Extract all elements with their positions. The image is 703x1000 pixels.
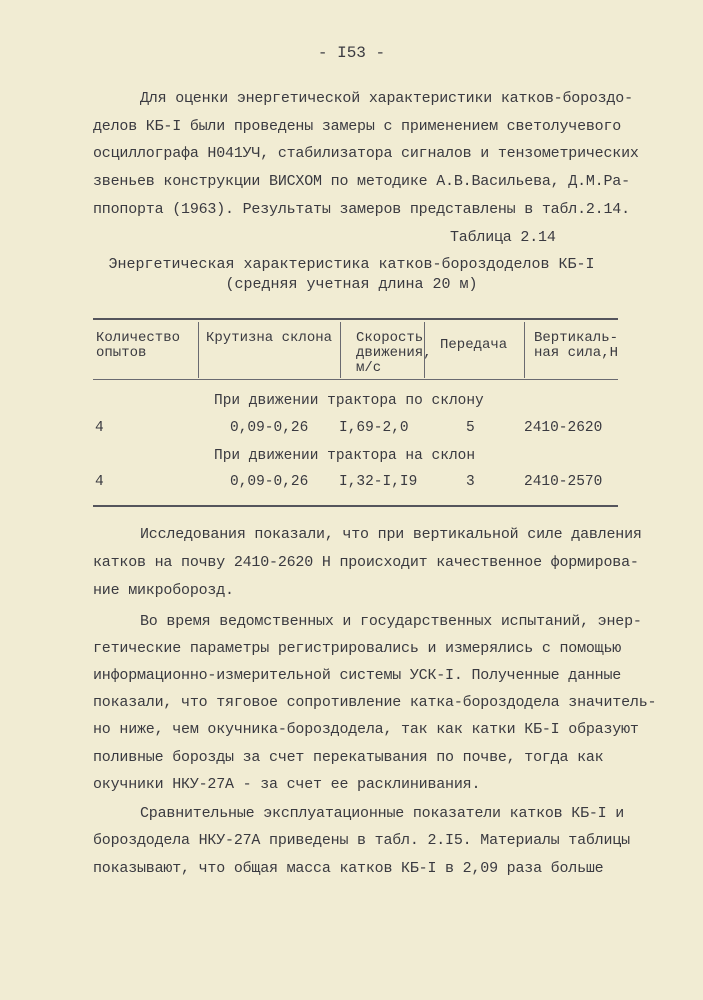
- body-line-9: поливные борозды за счет перекатывания по почве, тогда как: [93, 749, 604, 766]
- header-gear: Передача: [440, 337, 508, 353]
- body-line-13: показывают, что общая масса катков КБ-I в 2,09 раза больше: [93, 860, 604, 877]
- cell-trials: 4: [95, 420, 104, 436]
- table-top-rule: [93, 318, 618, 320]
- body-line-12: бороздодела НКУ-27А приведены в табл. 2.I5. Материалы таблицы: [93, 832, 630, 849]
- table-number: Таблица 2.14: [450, 229, 556, 246]
- cell-slope: 0,09-0,26: [230, 420, 309, 436]
- body-line-2: катков на почву 2410-2620 Н происходит качественное формирова-: [93, 554, 639, 571]
- cell-vertical-force: 2410-2620: [524, 420, 603, 436]
- body-line-3: ние микроборозд.: [93, 582, 234, 599]
- cell-slope: 0,09-0,26: [230, 474, 309, 490]
- intro-line-4: звеньев конструкции ВИСХОМ по методике А.В.Васильева, Д.М.Ра-: [93, 173, 630, 190]
- column-divider: [198, 322, 199, 378]
- page-number: - I53 -: [317, 44, 386, 62]
- intro-line-2: делов КБ-I были проведены замеры с применением светолучевого: [93, 118, 622, 135]
- header-slope: Крутизна склона: [206, 330, 333, 346]
- body-line-7: показали, что тяговое сопротивление катка-бороздодела значитель-: [93, 694, 657, 711]
- body-line-10: окучники НКУ-27А - за счет ее расклинивания.: [93, 776, 481, 793]
- table-subtitle: (средняя учетная длина 20 м): [225, 276, 478, 293]
- cell-vertical-force: 2410-2570: [524, 474, 603, 490]
- header-vertical-force: Вертикаль- ная сила,Н: [534, 330, 619, 361]
- header-trials: Количество опытов: [96, 330, 181, 361]
- cell-speed: I,69-2,0: [339, 420, 409, 436]
- intro-line-3: осциллографа Н041УЧ, стабилизатора сигналов и тензометрических: [93, 145, 639, 162]
- body-line-11: Сравнительные эксплуатационные показатели катков КБ-I и: [140, 805, 625, 822]
- table-header-rule: [93, 379, 618, 380]
- body-line-4: Во время ведомственных и государственных испытаний, энер-: [140, 613, 642, 630]
- group-label: При движении трактора на склон: [214, 448, 476, 464]
- column-divider: [524, 322, 525, 378]
- intro-line-5: ппопорта (1963). Результаты замеров представлены в табл.2.14.: [93, 201, 630, 218]
- cell-speed: I,32-I,I9: [339, 474, 418, 490]
- body-line-5: гетические параметры регистрировались и измерялись с помощью: [93, 640, 622, 657]
- cell-trials: 4: [95, 474, 104, 490]
- column-divider: [340, 322, 341, 378]
- body-line-6: информационно-измерительной системы УСК-I. Полученные данные: [93, 667, 622, 684]
- group-label: При движении трактора по склону: [214, 393, 484, 409]
- cell-gear: 5: [466, 420, 475, 436]
- intro-line-1: Для оценки энергетической характеристики катков-бороздо-: [140, 90, 633, 107]
- cell-gear: 3: [466, 474, 475, 490]
- table-bottom-rule: [93, 505, 618, 507]
- header-speed: Скорость движения, м/с: [356, 330, 432, 376]
- table-title: Энергетическая характеристика катков-бороздоделов КБ-I: [108, 256, 595, 273]
- body-line-8: но ниже, чем окучника-бороздодела, так как катки КБ-I образуют: [93, 721, 639, 738]
- body-line-1: Исследования показали, что при вертикальной силе давления: [140, 526, 642, 543]
